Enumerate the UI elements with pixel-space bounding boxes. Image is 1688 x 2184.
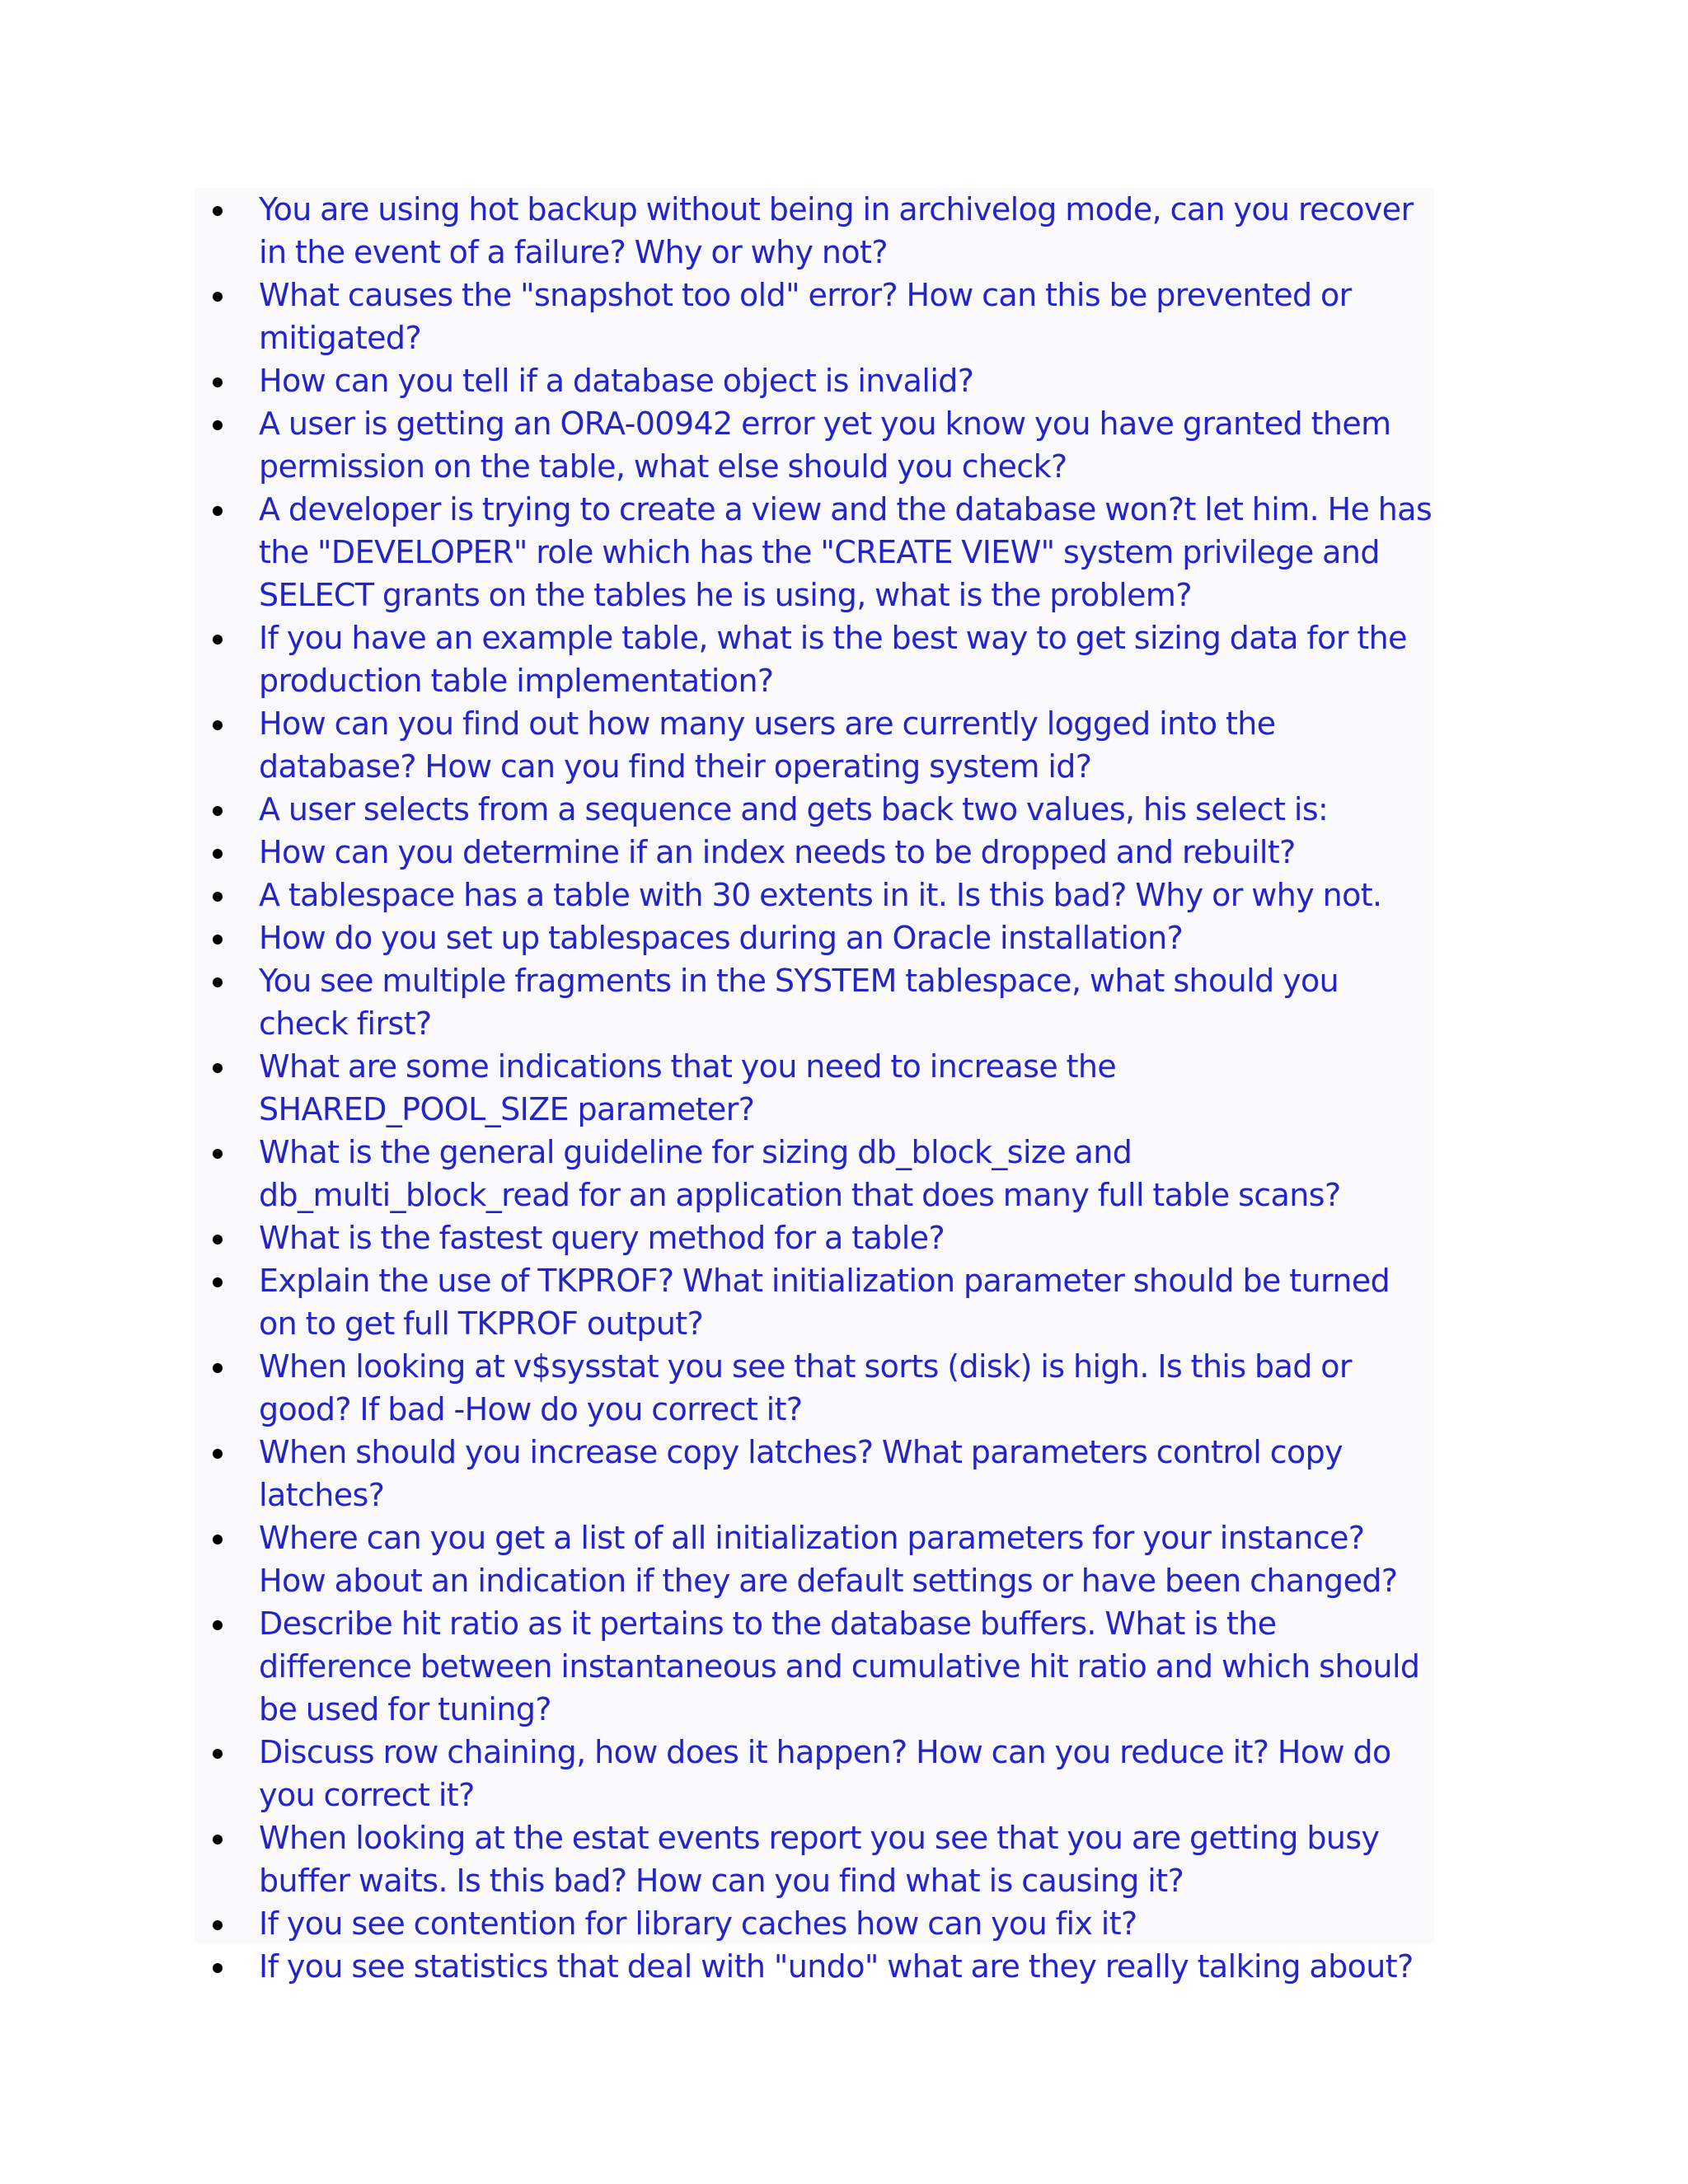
- bullet-icon: [213, 420, 223, 430]
- list-item: [195, 1902, 1434, 1945]
- list-item: [195, 788, 1434, 831]
- list-item: [195, 1259, 1434, 1345]
- bullet-icon: [213, 1749, 223, 1759]
- question-text: You see multiple fragments in the SYSTEM tablespace, what should you check first?: [259, 963, 1339, 1042]
- bullet-icon: [213, 1963, 223, 1973]
- question-text: If you see contention for library caches how can you fix it?: [259, 1905, 1137, 1942]
- list-item: [195, 1516, 1434, 1602]
- list-item: [195, 702, 1434, 788]
- bullet-icon: [213, 292, 223, 302]
- list-item: [195, 874, 1434, 916]
- list-item: [195, 1731, 1434, 1816]
- bullet-icon: [213, 806, 223, 816]
- bullet-icon: [213, 1535, 223, 1544]
- question-text: Describe hit ratio as it pertains to the database buffers. What is the difference between instantaneous and cumulative hit ratio and which should be used for tuning?: [259, 1605, 1420, 1727]
- question-text: How can you determine if an index needs to be dropped and rebuilt?: [259, 834, 1296, 870]
- bullet-icon: [213, 720, 223, 730]
- list-item: [195, 1816, 1434, 1902]
- list-item: [195, 1216, 1434, 1259]
- list-item: [195, 402, 1434, 488]
- question-text: How can you tell if a database object is invalid?: [259, 363, 974, 399]
- list-item: [195, 188, 1434, 274]
- question-text: When looking at v$sysstat you see that sorts (disk) is high. Is this bad or good? If bad -How do you correct it?: [259, 1348, 1352, 1427]
- list-item: [195, 274, 1434, 359]
- bullet-icon: [213, 1449, 223, 1459]
- question-text: If you see statistics that deal with "undo" what are they really talking about?: [259, 1948, 1414, 1985]
- bullet-icon: [213, 506, 223, 516]
- bullet-icon: [213, 1620, 223, 1630]
- question-text: You are using hot backup without being in archivelog mode, can you recover in the event of a failure? Why or why not?: [259, 191, 1414, 270]
- list-item: [195, 831, 1434, 874]
- list-item: [195, 488, 1434, 616]
- bullet-icon: [213, 935, 223, 944]
- list-item: [195, 1602, 1434, 1731]
- bullet-icon: [213, 849, 223, 859]
- question-text: If you have an example table, what is the best way to get sizing data for the production table implementation?: [259, 620, 1407, 699]
- question-text: When should you increase copy latches? What parameters control copy latches?: [259, 1434, 1343, 1513]
- bullet-icon: [213, 1363, 223, 1373]
- list-item: [195, 1431, 1434, 1516]
- bullet-icon: [213, 377, 223, 387]
- question-text: What is the fastest query method for a table?: [259, 1220, 945, 1256]
- bullet-icon: [213, 892, 223, 902]
- question-text: What causes the "snapshot too old" error? How can this be prevented or mitigated?: [259, 277, 1352, 356]
- bullet-icon: [213, 635, 223, 644]
- question-text: Discuss row chaining, how does it happen? How can you reduce it? How do you correct it?: [259, 1734, 1391, 1813]
- question-list: [195, 188, 1434, 1988]
- question-text: How can you find out how many users are currently logged into the database? How can you find their operating system id?: [259, 705, 1276, 785]
- bullet-icon: [213, 1063, 223, 1073]
- list-item: [195, 916, 1434, 959]
- bullet-icon: [213, 977, 223, 987]
- bullet-icon: [213, 1149, 223, 1159]
- list-item: [195, 1045, 1434, 1131]
- list-item: [195, 1345, 1434, 1431]
- question-text: A developer is trying to create a view and the database won?t let him. He has the "DEVELOPER" role which has the "CREATE VIEW" system privilege and SELECT grants on the tables he is using, what is the problem?: [259, 491, 1432, 613]
- question-text: What is the general guideline for sizing db_block_size and db_multi_block_read for an application that does many full table scans?: [259, 1134, 1341, 1213]
- bullet-icon: [213, 206, 223, 216]
- list-item: [195, 1945, 1434, 1988]
- bullet-icon: [213, 1277, 223, 1287]
- question-text: When looking at the estat events report you see that you are getting busy buffer waits. Is this bad? How can you find what is causing it?: [259, 1820, 1380, 1899]
- bullet-icon: [213, 1235, 223, 1244]
- question-text: How do you set up tablespaces during an Oracle installation?: [259, 920, 1184, 956]
- question-text: Where can you get a list of all initialization parameters for your instance? How about an indication if they are default settings or have been changed?: [259, 1520, 1398, 1599]
- list-item: [195, 959, 1434, 1045]
- list-item: [195, 616, 1434, 702]
- question-text: A user is getting an ORA-00942 error yet you know you have granted them permission on the table, what else should you check?: [259, 405, 1391, 485]
- question-text: What are some indications that you need to increase the SHARED_POOL_SIZE parameter?: [259, 1048, 1117, 1127]
- question-text: A tablespace has a table with 30 extents in it. Is this bad? Why or why not.: [259, 877, 1382, 913]
- list-item: [195, 1131, 1434, 1216]
- list-item: [195, 359, 1434, 402]
- bullet-icon: [213, 1835, 223, 1844]
- question-text: Explain the use of TKPROF? What initialization parameter should be turned on to get full TKPROF output?: [259, 1263, 1390, 1342]
- question-text: A user selects from a sequence and gets back two values, his select is:: [259, 791, 1329, 827]
- bullet-icon: [213, 1920, 223, 1930]
